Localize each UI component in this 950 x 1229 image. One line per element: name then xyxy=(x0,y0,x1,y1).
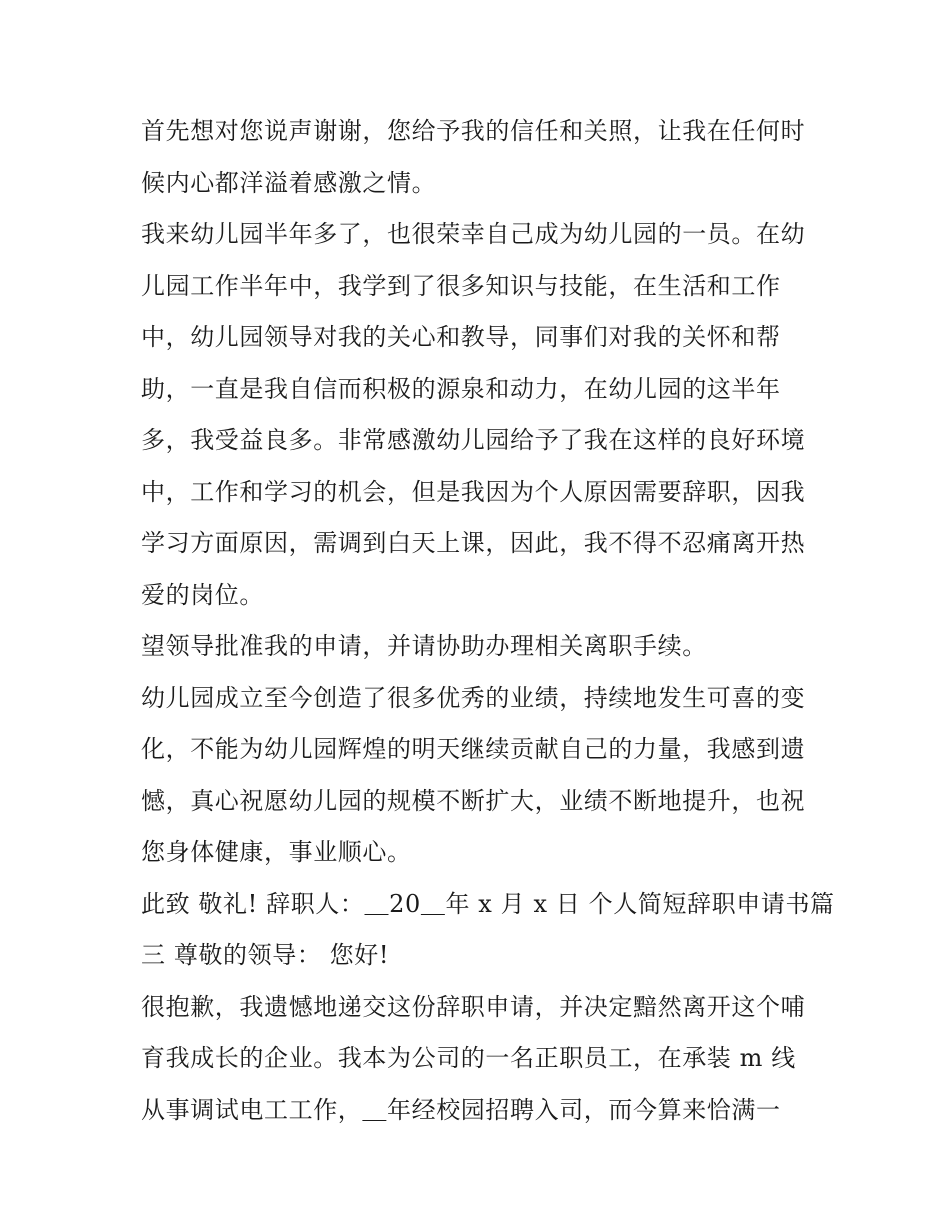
text-line: 化，不能为幼儿园辉煌的明天继续贡献自己的力量，我感到遗 xyxy=(141,735,806,763)
text-line: 很抱歉，我遗憾地递交这份辞职申请，并决定黯然离开这个哺 xyxy=(141,992,806,1021)
paragraph-experience xyxy=(141,209,821,621)
paragraph-signoff xyxy=(141,879,835,982)
text-line: 候内心都洋溢着感激之情。 xyxy=(141,168,437,197)
text-line: 中，幼儿园领导对我的关心和教导，同事们对我的关怀和帮 xyxy=(141,323,781,351)
text-line: 爱的岗位。 xyxy=(141,580,264,609)
paragraph-wishes xyxy=(141,673,821,879)
text-line: 此致 敬礼! 辞职人：＿20＿年 x 月 x 日 个人简短辞职申请书篇 xyxy=(141,889,835,918)
paragraph-apology xyxy=(141,982,821,1137)
text-line: 您身体健康，事业顺心。 xyxy=(141,838,412,866)
text-line: 首先想对您说声谢谢，您给予我的信任和关照，让我在任何时 xyxy=(141,117,806,145)
text-line: 幼儿园成立至今创造了很多优秀的业绩，持续地发生可喜的变 xyxy=(141,683,806,712)
document-body xyxy=(141,106,835,1136)
paragraph-request xyxy=(141,621,821,673)
text-line: 中，工作和学习的机会，但是我因为个人原因需要辞职，因我 xyxy=(141,477,806,506)
text-line: 助，一直是我自信而积极的源泉和动力，在幼儿园的这半年 xyxy=(141,374,781,403)
text-line: 从事调试电工工作，＿年经校园招聘入司，而今算来恰满一 xyxy=(141,1095,781,1124)
text-line: 多，我受益良多。非常感激幼儿园给予了我在这样的良好环境 xyxy=(141,426,806,454)
text-line: 育我成长的企业。我本为公司的一名正职员工，在承装 m 线 xyxy=(141,1044,796,1072)
text-line: 三 尊敬的领导： 您好! xyxy=(141,941,390,969)
text-line: 我来幼儿园半年多了，也很荣幸自己成为幼儿园的一员。在幼 xyxy=(141,220,806,248)
text-line: 儿园工作半年中，我学到了很多知识与技能，在生活和工作 xyxy=(141,271,781,300)
text-line: 学习方面原因，需调到白天上课，因此，我不得不忍痛离开热 xyxy=(141,529,806,557)
text-line: 望领导批准我的申请，并请协助办理相关离职手续。 xyxy=(141,632,707,660)
paragraph-thanks xyxy=(141,106,821,209)
text-line: 憾，真心祝愿幼儿园的规模不断扩大，业绩不断地提升，也祝 xyxy=(141,786,806,815)
